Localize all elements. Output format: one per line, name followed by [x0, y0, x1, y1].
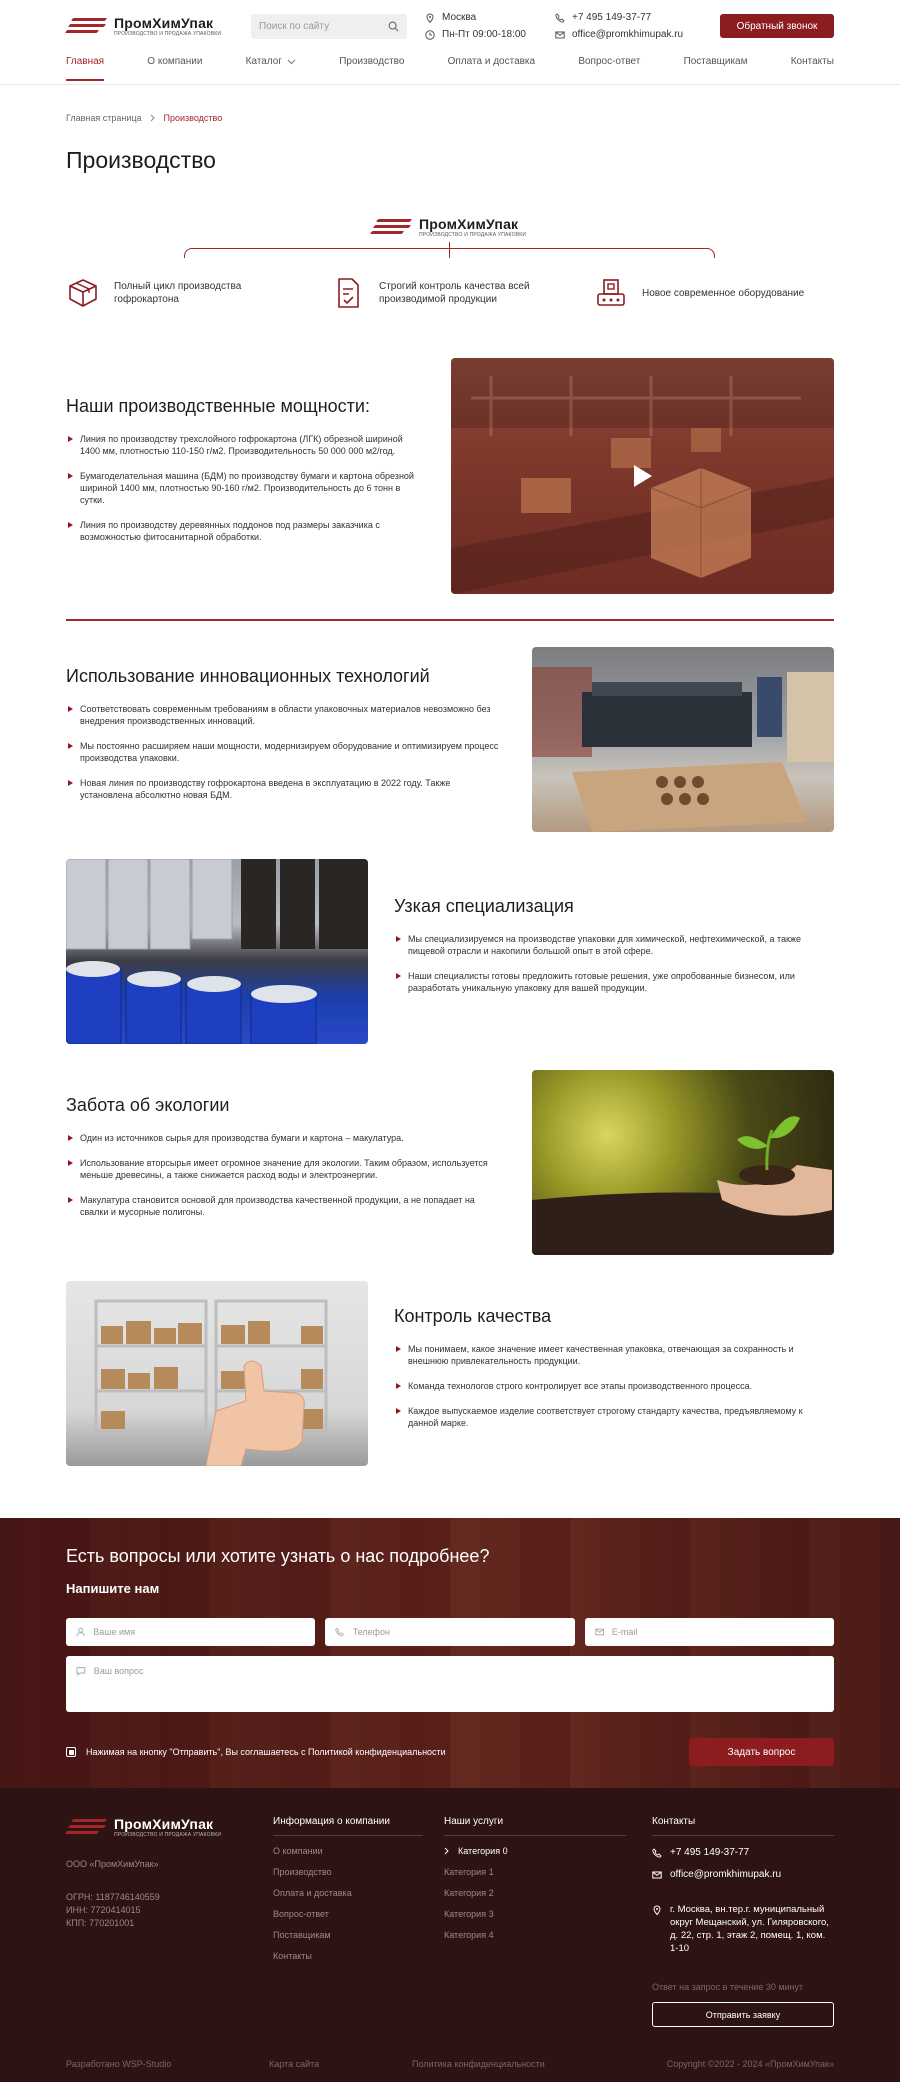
feature-item — [66, 276, 331, 310]
footer-service-link[interactable]: Категория 2 — [444, 1888, 494, 1898]
mail-icon — [595, 1627, 604, 1637]
site-header — [0, 0, 900, 85]
logo-tagline: ПРОИЗВОДСТВО И ПРОДАЖА УПАКОВКИ — [114, 1832, 222, 1838]
footer-heading: Контакты — [652, 1816, 834, 1836]
inn: ИНН: 7720414015 — [66, 1905, 141, 1915]
footer-heading: Наши услуги — [444, 1816, 626, 1836]
logo-name: ПромХимУпак — [419, 216, 519, 232]
hours-text: Пн-Пт 09:00-18:00 — [442, 29, 526, 40]
chat-icon — [76, 1666, 86, 1676]
nav-item-home[interactable] — [66, 56, 104, 67]
email-field — [585, 1618, 834, 1646]
footer-address-row — [652, 1903, 834, 1955]
header-top — [66, 0, 834, 52]
phone-icon — [335, 1627, 344, 1637]
footer-heading: Информация о компании — [273, 1816, 423, 1836]
phone-icon — [652, 1848, 662, 1858]
company-name: ООО «ПромХимУпак» — [66, 1859, 159, 1869]
footer-bottom-bar — [66, 2046, 834, 2082]
list-item: Новая линия по производству гофрокартона введена в эксплуатацию в 2022 году. Также установлена абсолютно новая БДМ. — [66, 777, 501, 801]
list-item: Команда технологов строго контролирует все этапы производственного процесса. — [394, 1380, 834, 1392]
play-icon[interactable] — [631, 463, 655, 489]
feature-text: Новое современное оборудование — [642, 287, 805, 299]
search-input[interactable] — [259, 21, 369, 32]
production-video[interactable] — [451, 358, 834, 594]
sprout-illustration — [532, 1070, 834, 1255]
section-ecology — [66, 1070, 834, 1255]
location-hours — [425, 12, 555, 40]
feature-item — [331, 276, 594, 310]
logo-tagline: ПРОИЗВОДСТВО И ПРОДАЖА УПАКОВКИ — [114, 31, 222, 37]
section-quality — [66, 1281, 834, 1466]
agree-text: Нажимая на кнопку "Отправить", Вы соглашаетесь с Политикой конфиденциальности — [86, 1747, 446, 1757]
list-item: Линия по производству деревянных поддонов под размеры заказчика с возможностью фитосанитарной обработки. — [66, 519, 421, 543]
contact-subtitle: Напишите нам — [66, 1581, 160, 1596]
logo-mark-icon — [371, 218, 413, 236]
feature-item — [594, 276, 804, 310]
feature-text: Строгий контроль качества всей производимой продукции — [379, 281, 530, 305]
contact-form-section — [0, 1518, 900, 1788]
list-item: Соответствовать современным требованиям в области упаковочных материалов невозможно без внедрения производственных инноваций. — [66, 703, 501, 727]
breadcrumb-home[interactable]: Главная страница — [66, 113, 142, 123]
nav-label: Оплата и доставка — [447, 56, 536, 67]
nav-label: Поставщикам — [683, 56, 748, 67]
footer-link[interactable]: Оплата и доставка — [273, 1888, 352, 1898]
phone-field — [325, 1618, 574, 1646]
list-item: Один из источников сырья для производства бумаги и картона – макулатура. — [66, 1132, 501, 1144]
main-content — [66, 85, 834, 1466]
specialization-photo — [66, 859, 368, 1044]
section-capacity — [66, 358, 834, 594]
sitemap-link[interactable]: Карта сайта — [269, 2059, 320, 2069]
nav-item-about[interactable] — [147, 56, 202, 67]
logo-name: ПромХимУпак — [114, 15, 214, 31]
list-item: Макулатура становится основой для производства качественной продукции, а не попадает на свалки и мусорные полигоны. — [66, 1194, 501, 1218]
breadcrumb-current: Производство — [163, 113, 223, 123]
main-nav — [66, 52, 834, 84]
section-specialization — [66, 859, 834, 1044]
nav-item-catalog[interactable] — [246, 56, 296, 67]
name-field — [66, 1618, 315, 1646]
section-title: Узкая специализация — [394, 896, 574, 916]
search-icon[interactable] — [388, 21, 399, 32]
footer-link[interactable]: Поставщикам — [273, 1930, 331, 1940]
header-contacts — [555, 12, 712, 40]
footer-logo[interactable] — [66, 1816, 251, 1838]
footer-link[interactable]: О компании — [273, 1846, 323, 1856]
footer-service-link[interactable]: Категория 1 — [444, 1867, 494, 1877]
footer-service-link[interactable]: Категория 3 — [444, 1909, 494, 1919]
nav-label: Производство — [339, 56, 405, 67]
section-title: Забота об экологии — [66, 1094, 230, 1115]
footer-address: г. Москва, вн.тер.г. муниципальный округ Мещанский, ул. Гиляровского, д. 22, стр. 1, этаж 2, помещ. 1, ком. 1-10 — [670, 1904, 829, 1954]
chevron-right-icon — [150, 114, 156, 122]
features-bracket-tick — [449, 242, 450, 258]
send-request-button[interactable]: Отправить заявку — [652, 2002, 834, 2027]
nav-item-contacts[interactable] — [791, 56, 834, 67]
agree-checkbox[interactable] — [66, 1747, 76, 1757]
nav-item-faq[interactable] — [578, 56, 640, 67]
innovation-photo — [532, 647, 834, 832]
list-item: Мы постоянно расширяем наши мощности, модернизируем оборудование и оптимизируем процесс производства упаковки. — [66, 740, 501, 764]
mail-icon — [652, 1870, 662, 1880]
footer-company — [66, 1816, 273, 2027]
list-item: Линия по производству трехслойного гофрокартона (ЛГК) обрезной шириной 1400 мм, плотностью 110-150 г/м2. Производительность 50 000 000 м2/год. — [66, 433, 421, 457]
chevron-right-icon — [444, 1847, 450, 1855]
ecology-photo — [532, 1070, 834, 1255]
kpp: КПП: 770201001 — [66, 1918, 135, 1928]
header-phone[interactable]: +7 495 149-37-77 — [572, 12, 652, 23]
section-innovation — [66, 647, 834, 832]
nav-item-suppliers[interactable] — [684, 56, 748, 67]
nav-label: О компании — [147, 56, 203, 67]
list-item: Мы специализируемся на производстве упаковки для химической, нефтехимической, а также пищевой отрасли и накопили большой опыт в этой сфере. — [394, 933, 834, 957]
nav-item-payment[interactable] — [448, 56, 535, 67]
logo-tagline: ПРОИЗВОДСТВО И ПРОДАЖА УПАКОВКИ — [419, 232, 527, 238]
nav-item-production[interactable] — [339, 56, 404, 67]
privacy-link[interactable]: Политика конфиденциальности — [412, 2059, 545, 2069]
cutting-machine-illustration — [532, 647, 834, 832]
response-note: Ответ на запрос в течение 30 минут — [652, 1982, 804, 1992]
section-divider — [66, 619, 834, 621]
callback-button[interactable]: Обратный звонок — [720, 14, 834, 38]
question-textarea[interactable] — [94, 1666, 824, 1702]
section-title: Использование инновационных технологий — [66, 665, 430, 686]
footer-phone: +7 495 149-37-77 — [670, 1847, 750, 1858]
list-item: Наши специалисты готовы предложить готовые решения, уже опробованные бизнесом, или разработать уникальную упаковку для вашей продукции. — [394, 970, 834, 994]
name-input[interactable] — [93, 1627, 305, 1637]
footer-info-links — [273, 1816, 423, 2027]
email-input[interactable] — [612, 1627, 824, 1637]
footer-email: office@promkhimupak.ru — [670, 1869, 782, 1880]
list-item: Бумагоделательная машина (БДМ) по производству бумаги и картона обрезной шириной 1400 мм, плотностью 90-160 г/м2. Производительность до 6 тонн в сутки. — [66, 470, 421, 506]
submit-question-button[interactable]: Задать вопрос — [689, 1738, 834, 1766]
feature-text: Полный цикл производства гофрокартона — [114, 281, 242, 305]
footer-email-row[interactable] — [652, 1868, 834, 1881]
logo-name: ПромХимУпак — [114, 1816, 214, 1832]
drums-illustration — [66, 859, 368, 1044]
site-footer — [0, 1788, 900, 2082]
nav-label: Главная — [66, 56, 105, 67]
footer-service-label: Категория 0 — [458, 1846, 508, 1856]
footer-contacts — [652, 1816, 834, 2027]
box-icon — [66, 276, 100, 310]
features-block — [66, 204, 834, 314]
nav-label: Каталог — [245, 56, 283, 67]
map-pin-icon — [425, 13, 435, 23]
list-item: Мы понимаем, какое значение имеет качественная упаковка, отвечающая за сохранность и внешнюю привлекательность продукции. — [394, 1343, 834, 1367]
nav-label: Контакты — [790, 56, 834, 67]
phone-icon — [555, 13, 565, 23]
copyright: Copyright ©2022 - 2024 «ПромХимУпак» — [666, 2059, 834, 2069]
section-title: Наши производственные мощности: — [66, 396, 370, 416]
contact-title: Есть вопросы или хотите узнать о нас подробнее? — [66, 1546, 490, 1566]
header-email[interactable]: office@promkhimupak.ru — [572, 29, 684, 40]
footer-service-link[interactable]: Категория 4 — [444, 1930, 494, 1940]
footer-service-link[interactable] — [444, 1846, 626, 1856]
machine-icon — [594, 276, 628, 310]
features-logo — [371, 216, 526, 238]
phone-input[interactable] — [353, 1627, 565, 1637]
city-text: Москва — [442, 12, 477, 23]
question-field — [66, 1656, 834, 1712]
mail-icon — [555, 30, 565, 40]
section-title: Контроль качества — [394, 1305, 552, 1326]
footer-services — [444, 1816, 626, 2027]
footer-link[interactable]: Контакты — [273, 1951, 312, 1961]
list-item: Каждое выпускаемое изделие соответствует строгому стандарту качества, предъявляемому к данной марке. — [394, 1405, 834, 1429]
chevron-down-icon — [287, 59, 296, 65]
quality-photo — [66, 1281, 368, 1466]
footer-phone-row[interactable] — [652, 1846, 834, 1859]
search-box — [251, 14, 407, 39]
page-title: Производство — [66, 147, 216, 173]
logo[interactable] — [66, 15, 251, 37]
logo-mark-icon — [66, 1818, 108, 1836]
document-check-icon — [331, 276, 365, 310]
warehouse-illustration — [66, 1281, 368, 1466]
developer-link[interactable]: Разработано WSP-Studio — [66, 2059, 172, 2069]
ogrn: ОГРН: 1187746140559 — [66, 1892, 160, 1902]
breadcrumb — [66, 85, 834, 123]
map-pin-icon — [652, 1905, 662, 1915]
list-item: Использование вторсырья имеет огромное значение для экологии. Таким образом, используется меньше древесины, а также снижается расход воды и электроэнергии. — [66, 1157, 501, 1181]
user-icon — [76, 1627, 85, 1637]
logo-mark-icon — [66, 17, 108, 35]
clock-icon — [425, 30, 435, 40]
nav-label: Вопрос-ответ — [578, 56, 641, 67]
footer-link[interactable]: Вопрос-ответ — [273, 1909, 329, 1919]
footer-link[interactable]: Производство — [273, 1867, 332, 1877]
